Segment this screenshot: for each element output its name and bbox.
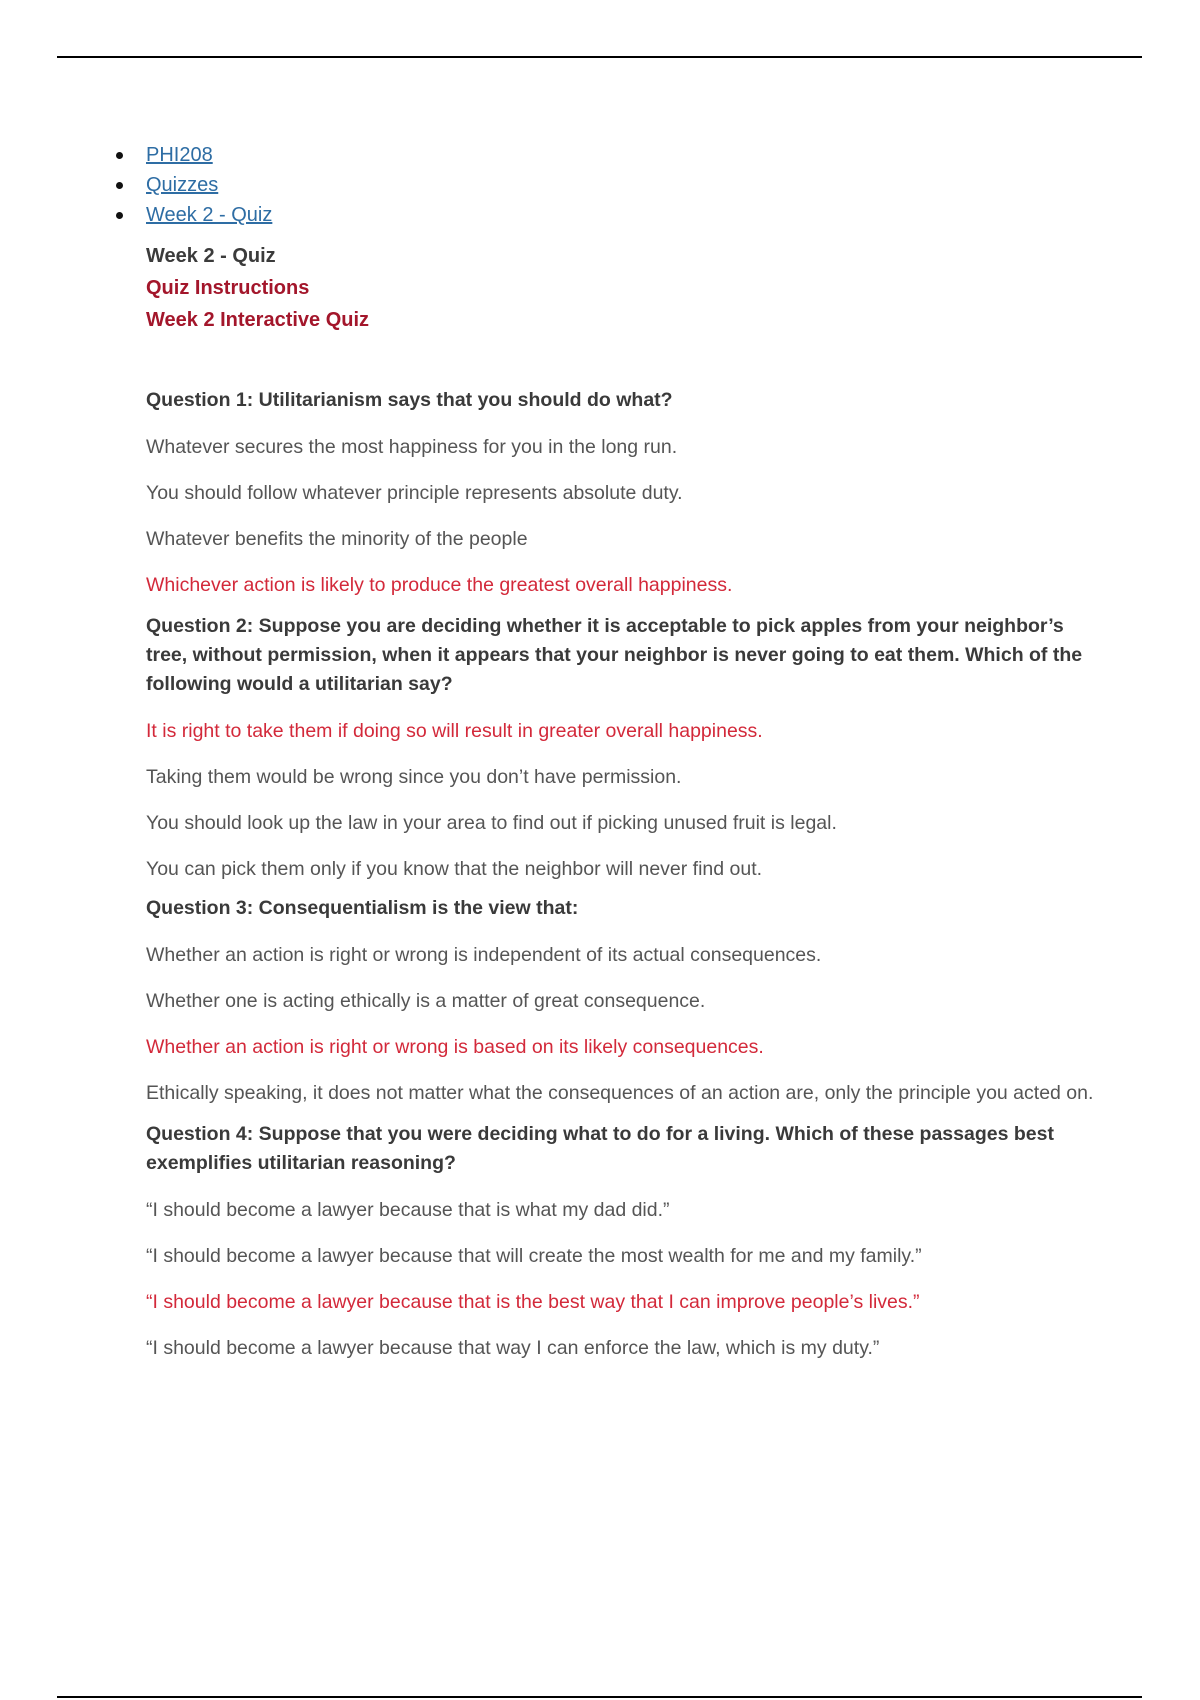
question-2-answer-3[interactable]: You should look up the law in your area to find out if picking unused fruit is legal. bbox=[146, 812, 837, 834]
question-1-answer-3[interactable]: Whatever benefits the minority of the people bbox=[146, 528, 528, 550]
bullet-icon bbox=[116, 182, 123, 189]
question-1-answer-2[interactable]: You should follow whatever principle represents absolute duty. bbox=[146, 482, 683, 504]
breadcrumb-item-quizzes bbox=[74, 170, 1096, 200]
question-2-answer-2[interactable]: Taking them would be wrong since you don’t have permission. bbox=[146, 766, 682, 788]
quiz-instructions-heading: Quiz Instructions bbox=[146, 277, 310, 299]
question-1-answer-4[interactable]: Whichever action is likely to produce the greatest overall happiness. bbox=[146, 574, 733, 596]
question-1-answer-1[interactable]: Whatever secures the most happiness for you in the long run. bbox=[146, 436, 678, 458]
breadcrumb-link-course[interactable]: PHI208 bbox=[146, 144, 213, 166]
question-3-answer-4[interactable]: Ethically speaking, it does not matter what the consequences of an action are, only the principle you acted on. bbox=[146, 1082, 1094, 1104]
page-content bbox=[146, 140, 1096, 1363]
question-3: Question 3: Consequentialism is the view that: bbox=[146, 897, 579, 919]
question-4-answer-2[interactable]: “I should become a lawyer because that will create the most wealth for me and my family.” bbox=[146, 1245, 922, 1267]
breadcrumb-link-quizzes[interactable]: Quizzes bbox=[146, 174, 219, 196]
breadcrumb-item-course bbox=[74, 140, 1096, 170]
page-title: Week 2 - Quiz bbox=[146, 245, 276, 267]
question-2-answer-4[interactable]: You can pick them only if you know that the neighbor will never find out. bbox=[146, 858, 763, 880]
question-1: Question 1: Utilitarianism says that you should do what? bbox=[146, 389, 673, 411]
question-3-answer-1[interactable]: Whether an action is right or wrong is independent of its actual consequences. bbox=[146, 944, 822, 966]
question-4-answer-3[interactable]: “I should become a lawyer because that is the best way that I can improve people’s lives.” bbox=[146, 1291, 920, 1313]
breadcrumb-link-week-quiz[interactable]: Week 2 - Quiz bbox=[146, 204, 273, 226]
breadcrumb bbox=[146, 140, 1096, 230]
bullet-icon bbox=[116, 212, 123, 219]
interactive-quiz-heading: Week 2 Interactive Quiz bbox=[146, 309, 370, 331]
question-3-answer-2[interactable]: Whether one is acting ethically is a matter of great consequence. bbox=[146, 990, 706, 1012]
bottom-rule bbox=[57, 1696, 1142, 1698]
question-4: Question 4: Suppose that you were deciding what to do for a living. Which of these passages best exemplifies utilitarian reasoning? bbox=[146, 1123, 1054, 1174]
question-4-answer-1[interactable]: “I should become a lawyer because that is what my dad did.” bbox=[146, 1199, 670, 1221]
question-2: Question 2: Suppose you are deciding whether it is acceptable to pick apples from your neighbor’s tree, without permission, when it appears that your neighbor is never going to eat them. Which of the following would a utilitarian say? bbox=[146, 615, 1083, 695]
top-rule bbox=[57, 56, 1142, 58]
question-2-answer-1[interactable]: It is right to take them if doing so will result in greater overall happiness. bbox=[146, 720, 763, 742]
bullet-icon bbox=[116, 152, 123, 159]
question-4-answer-4[interactable]: “I should become a lawyer because that way I can enforce the law, which is my duty.” bbox=[146, 1337, 880, 1359]
question-3-answer-3[interactable]: Whether an action is right or wrong is based on its likely consequences. bbox=[146, 1036, 764, 1058]
breadcrumb-item-week-quiz bbox=[74, 200, 1096, 230]
